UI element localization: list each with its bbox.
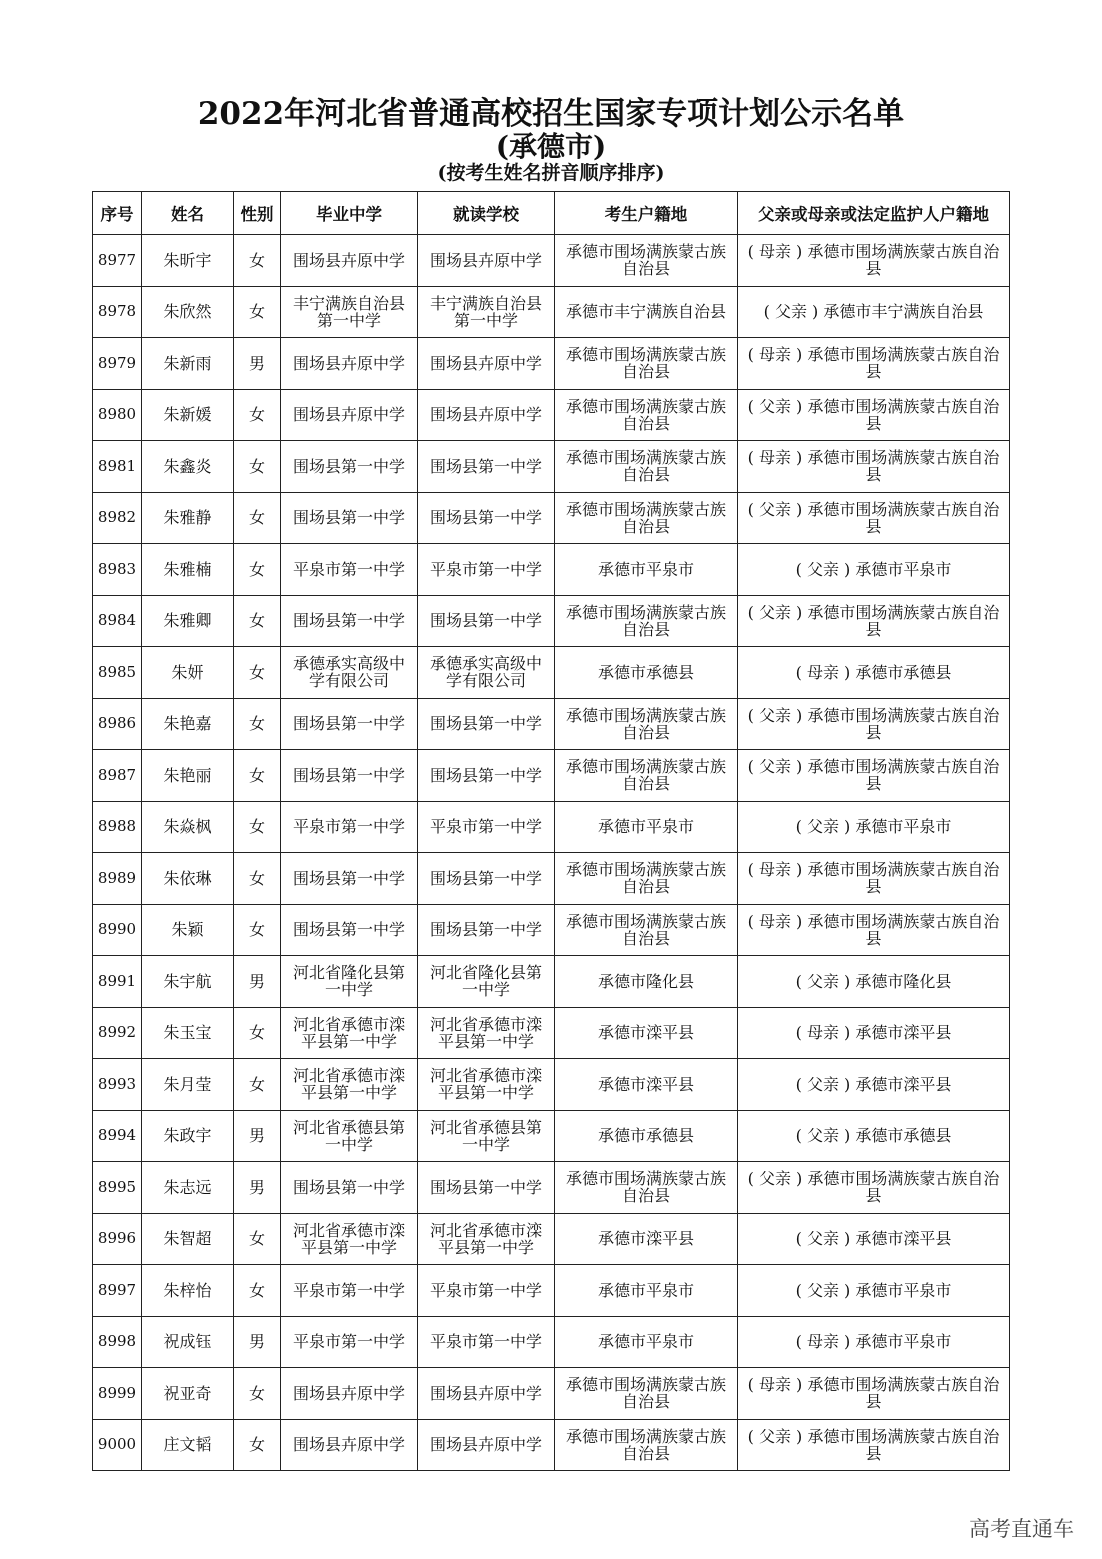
cell-student-residence: 承德市平泉市 [555,1265,738,1317]
document-title: 2022年河北省普通高校招生国家专项计划公示名单 [197,96,905,132]
cell-student-residence: 承德市平泉市 [555,801,738,853]
cell-name: 朱雅静 [142,492,234,544]
table-row [93,441,1010,493]
table-row [93,286,1010,338]
cell-index: 8980 [93,389,142,441]
cell-graduation-school: 围场县卉原中学 [281,1419,418,1471]
cell-name: 朱月莹 [142,1059,234,1111]
cell-student-residence: 承德市承德县 [555,1110,738,1162]
cell-guardian-residence: ( 母亲 ) 承德市围场满族蒙古族自治县 [738,904,1010,956]
cell-name: 朱焱枫 [142,801,234,853]
header-current-school: 就读学校 [418,192,555,235]
cell-name: 朱颖 [142,904,234,956]
cell-current-school: 围场县卉原中学 [418,389,555,441]
cell-graduation-school: 平泉市第一中学 [281,544,418,596]
cell-graduation-school: 承德承实高级中学有限公司 [281,647,418,699]
table-row [93,956,1010,1008]
cell-index: 8982 [93,492,142,544]
header-student-residence: 考生户籍地 [555,192,738,235]
table-row [93,1162,1010,1214]
cell-guardian-residence: ( 母亲 ) 承德市围场满族蒙古族自治县 [738,235,1010,287]
cell-guardian-residence: ( 父亲 ) 承德市围场满族蒙古族自治县 [738,492,1010,544]
cell-gender: 女 [234,1059,281,1111]
cell-current-school: 平泉市第一中学 [418,1316,555,1368]
cell-gender: 女 [234,647,281,699]
cell-guardian-residence: ( 父亲 ) 承德市平泉市 [738,801,1010,853]
cell-graduation-school: 围场县第一中学 [281,1162,418,1214]
cell-gender: 女 [234,750,281,802]
table-row [93,647,1010,699]
cell-student-residence: 承德市隆化县 [555,956,738,1008]
cell-graduation-school: 河北省承德市滦平县第一中学 [281,1007,418,1059]
table-row [93,1419,1010,1471]
cell-current-school: 河北省承德市滦平县第一中学 [418,1059,555,1111]
cell-name: 朱玉宝 [142,1007,234,1059]
cell-guardian-residence: ( 母亲 ) 承德市围场满族蒙古族自治县 [738,338,1010,390]
cell-graduation-school: 围场县第一中学 [281,492,418,544]
cell-index: 8995 [93,1162,142,1214]
cell-name: 朱艳嘉 [142,698,234,750]
cell-graduation-school: 围场县卉原中学 [281,1368,418,1420]
cell-student-residence: 承德市围场满族蒙古族自治县 [555,338,738,390]
cell-index: 8996 [93,1213,142,1265]
table-row [93,595,1010,647]
cell-gender: 女 [234,1265,281,1317]
cell-student-residence: 承德市围场满族蒙古族自治县 [555,1162,738,1214]
cell-gender: 男 [234,1162,281,1214]
cell-gender: 男 [234,956,281,1008]
cell-guardian-residence: ( 父亲 ) 承德市隆化县 [738,956,1010,1008]
cell-name: 朱艳丽 [142,750,234,802]
cell-guardian-residence: ( 父亲 ) 承德市围场满族蒙古族自治县 [738,595,1010,647]
cell-name: 朱妍 [142,647,234,699]
cell-gender: 女 [234,235,281,287]
cell-graduation-school: 围场县第一中学 [281,441,418,493]
cell-guardian-residence: ( 父亲 ) 承德市平泉市 [738,1265,1010,1317]
cell-guardian-residence: ( 父亲 ) 承德市围场满族蒙古族自治县 [738,698,1010,750]
cell-index: 8999 [93,1368,142,1420]
cell-guardian-residence: ( 父亲 ) 承德市丰宁满族自治县 [738,286,1010,338]
cell-student-residence: 承德市围场满族蒙古族自治县 [555,1368,738,1420]
table-body [93,235,1010,1471]
cell-index: 8992 [93,1007,142,1059]
cell-current-school: 围场县第一中学 [418,853,555,905]
cell-guardian-residence: ( 母亲 ) 承德市滦平县 [738,1007,1010,1059]
cell-current-school: 围场县卉原中学 [418,1368,555,1420]
table-row [93,1213,1010,1265]
cell-current-school: 围场县第一中学 [418,441,555,493]
cell-current-school: 围场县第一中学 [418,595,555,647]
cell-index: 8991 [93,956,142,1008]
cell-name: 朱新雨 [142,338,234,390]
table-row [93,544,1010,596]
cell-graduation-school: 围场县卉原中学 [281,389,418,441]
cell-gender: 女 [234,801,281,853]
cell-index: 8987 [93,750,142,802]
cell-name: 祝亚奇 [142,1368,234,1420]
cell-name: 朱新媛 [142,389,234,441]
cell-graduation-school: 围场县卉原中学 [281,338,418,390]
cell-name: 朱雅楠 [142,544,234,596]
cell-guardian-residence: ( 父亲 ) 承德市围场满族蒙古族自治县 [738,389,1010,441]
cell-gender: 女 [234,286,281,338]
cell-current-school: 围场县第一中学 [418,1162,555,1214]
cell-graduation-school: 平泉市第一中学 [281,1316,418,1368]
cell-student-residence: 承德市围场满族蒙古族自治县 [555,698,738,750]
cell-graduation-school: 围场县卉原中学 [281,235,418,287]
cell-student-residence: 承德市围场满族蒙古族自治县 [555,389,738,441]
cell-index: 8981 [93,441,142,493]
cell-current-school: 围场县卉原中学 [418,338,555,390]
cell-name: 朱智超 [142,1213,234,1265]
cell-current-school: 围场县第一中学 [418,492,555,544]
cell-name: 朱鑫炎 [142,441,234,493]
cell-student-residence: 承德市围场满族蒙古族自治县 [555,750,738,802]
header-index: 序号 [93,192,142,235]
cell-index: 8984 [93,595,142,647]
cell-graduation-school: 围场县第一中学 [281,698,418,750]
cell-graduation-school: 围场县第一中学 [281,750,418,802]
cell-current-school: 河北省承德县第一中学 [418,1110,555,1162]
table-row [93,1265,1010,1317]
cell-graduation-school: 围场县第一中学 [281,595,418,647]
cell-student-residence: 承德市滦平县 [555,1007,738,1059]
cell-index: 8983 [93,544,142,596]
table-row [93,492,1010,544]
cell-index: 8989 [93,853,142,905]
cell-name: 朱梓怡 [142,1265,234,1317]
cell-index: 8997 [93,1265,142,1317]
cell-gender: 女 [234,904,281,956]
cell-gender: 女 [234,1368,281,1420]
table-row [93,235,1010,287]
cell-gender: 女 [234,1213,281,1265]
cell-student-residence: 承德市围场满族蒙古族自治县 [555,235,738,287]
cell-student-residence: 承德市围场满族蒙古族自治县 [555,595,738,647]
cell-guardian-residence: ( 母亲 ) 承德市围场满族蒙古族自治县 [738,1368,1010,1420]
cell-student-residence: 承德市承德县 [555,647,738,699]
cell-name: 朱政宇 [142,1110,234,1162]
cell-current-school: 河北省隆化县第一中学 [418,956,555,1008]
header-guardian-residence: 父亲或母亲或法定监护人户籍地 [738,192,1010,235]
cell-index: 8993 [93,1059,142,1111]
header-name: 姓名 [142,192,234,235]
cell-graduation-school: 河北省承德县第一中学 [281,1110,418,1162]
cell-gender: 女 [234,1007,281,1059]
cell-current-school: 围场县第一中学 [418,904,555,956]
cell-current-school: 平泉市第一中学 [418,544,555,596]
cell-guardian-residence: ( 父亲 ) 承德市承德县 [738,1110,1010,1162]
cell-current-school: 围场县第一中学 [418,750,555,802]
cell-guardian-residence: ( 父亲 ) 承德市平泉市 [738,544,1010,596]
cell-index: 8988 [93,801,142,853]
cell-name: 朱欣然 [142,286,234,338]
cell-gender: 男 [234,338,281,390]
cell-index: 9000 [93,1419,142,1471]
table-row [93,389,1010,441]
cell-name: 朱志远 [142,1162,234,1214]
cell-graduation-school: 河北省隆化县第一中学 [281,956,418,1008]
cell-student-residence: 承德市滦平县 [555,1059,738,1111]
cell-student-residence: 承德市滦平县 [555,1213,738,1265]
cell-student-residence: 承德市丰宁满族自治县 [555,286,738,338]
cell-guardian-residence: ( 父亲 ) 承德市滦平县 [738,1213,1010,1265]
cell-name: 祝成钰 [142,1316,234,1368]
cell-index: 8979 [93,338,142,390]
cell-graduation-school: 平泉市第一中学 [281,1265,418,1317]
table-row [93,750,1010,802]
cell-guardian-residence: ( 母亲 ) 承德市承德县 [738,647,1010,699]
table-row [93,1110,1010,1162]
header-graduation-school: 毕业中学 [281,192,418,235]
cell-guardian-residence: ( 父亲 ) 承德市滦平县 [738,1059,1010,1111]
cell-name: 庄文韬 [142,1419,234,1471]
cell-index: 8986 [93,698,142,750]
cell-graduation-school: 围场县第一中学 [281,853,418,905]
cell-current-school: 围场县卉原中学 [418,1419,555,1471]
header-gender: 性别 [234,192,281,235]
cell-name: 朱依琳 [142,853,234,905]
cell-index: 8985 [93,647,142,699]
cell-graduation-school: 围场县第一中学 [281,904,418,956]
table-row [93,338,1010,390]
cell-student-residence: 承德市围场满族蒙古族自治县 [555,492,738,544]
watermark: 高考直通车 [969,1517,1074,1541]
cell-student-residence: 承德市围场满族蒙古族自治县 [555,441,738,493]
cell-graduation-school: 河北省承德市滦平县第一中学 [281,1059,418,1111]
cell-name: 朱昕宇 [142,235,234,287]
table-row [93,1059,1010,1111]
document-subtitle-city: (承德市) [495,130,607,163]
roster-table [92,191,1010,1471]
cell-guardian-residence: ( 母亲 ) 承德市围场满族蒙古族自治县 [738,853,1010,905]
cell-gender: 女 [234,853,281,905]
cell-gender: 女 [234,441,281,493]
document-sort-note: (按考生姓名拼音顺序排序) [437,162,665,184]
cell-gender: 男 [234,1316,281,1368]
cell-index: 8994 [93,1110,142,1162]
cell-gender: 男 [234,1110,281,1162]
cell-current-school: 河北省承德市滦平县第一中学 [418,1213,555,1265]
cell-guardian-residence: ( 父亲 ) 承德市围场满族蒙古族自治县 [738,750,1010,802]
table-row [93,904,1010,956]
cell-current-school: 平泉市第一中学 [418,801,555,853]
cell-gender: 女 [234,389,281,441]
table-row [93,801,1010,853]
cell-index: 8978 [93,286,142,338]
table-header-row [93,192,1010,235]
cell-student-residence: 承德市围场满族蒙古族自治县 [555,1419,738,1471]
cell-current-school: 平泉市第一中学 [418,1265,555,1317]
table-row [93,853,1010,905]
cell-name: 朱宇航 [142,956,234,1008]
cell-guardian-residence: ( 父亲 ) 承德市围场满族蒙古族自治县 [738,1419,1010,1471]
cell-current-school: 围场县卉原中学 [418,235,555,287]
cell-index: 8977 [93,235,142,287]
table-row [93,1007,1010,1059]
cell-current-school: 围场县第一中学 [418,698,555,750]
cell-current-school: 河北省承德市滦平县第一中学 [418,1007,555,1059]
cell-gender: 女 [234,492,281,544]
cell-student-residence: 承德市平泉市 [555,544,738,596]
cell-graduation-school: 丰宁满族自治县第一中学 [281,286,418,338]
table-row [93,1316,1010,1368]
table-row [93,1368,1010,1420]
cell-guardian-residence: ( 母亲 ) 承德市围场满族蒙古族自治县 [738,441,1010,493]
cell-gender: 女 [234,698,281,750]
cell-current-school: 承德承实高级中学有限公司 [418,647,555,699]
cell-guardian-residence: ( 母亲 ) 承德市平泉市 [738,1316,1010,1368]
cell-gender: 女 [234,1419,281,1471]
cell-student-residence: 承德市围场满族蒙古族自治县 [555,904,738,956]
cell-graduation-school: 平泉市第一中学 [281,801,418,853]
cell-guardian-residence: ( 父亲 ) 承德市围场满族蒙古族自治县 [738,1162,1010,1214]
cell-name: 朱雅卿 [142,595,234,647]
cell-gender: 女 [234,595,281,647]
cell-graduation-school: 河北省承德市滦平县第一中学 [281,1213,418,1265]
table-row [93,698,1010,750]
cell-student-residence: 承德市平泉市 [555,1316,738,1368]
cell-current-school: 丰宁满族自治县第一中学 [418,286,555,338]
cell-gender: 女 [234,544,281,596]
cell-index: 8998 [93,1316,142,1368]
cell-student-residence: 承德市围场满族蒙古族自治县 [555,853,738,905]
cell-index: 8990 [93,904,142,956]
